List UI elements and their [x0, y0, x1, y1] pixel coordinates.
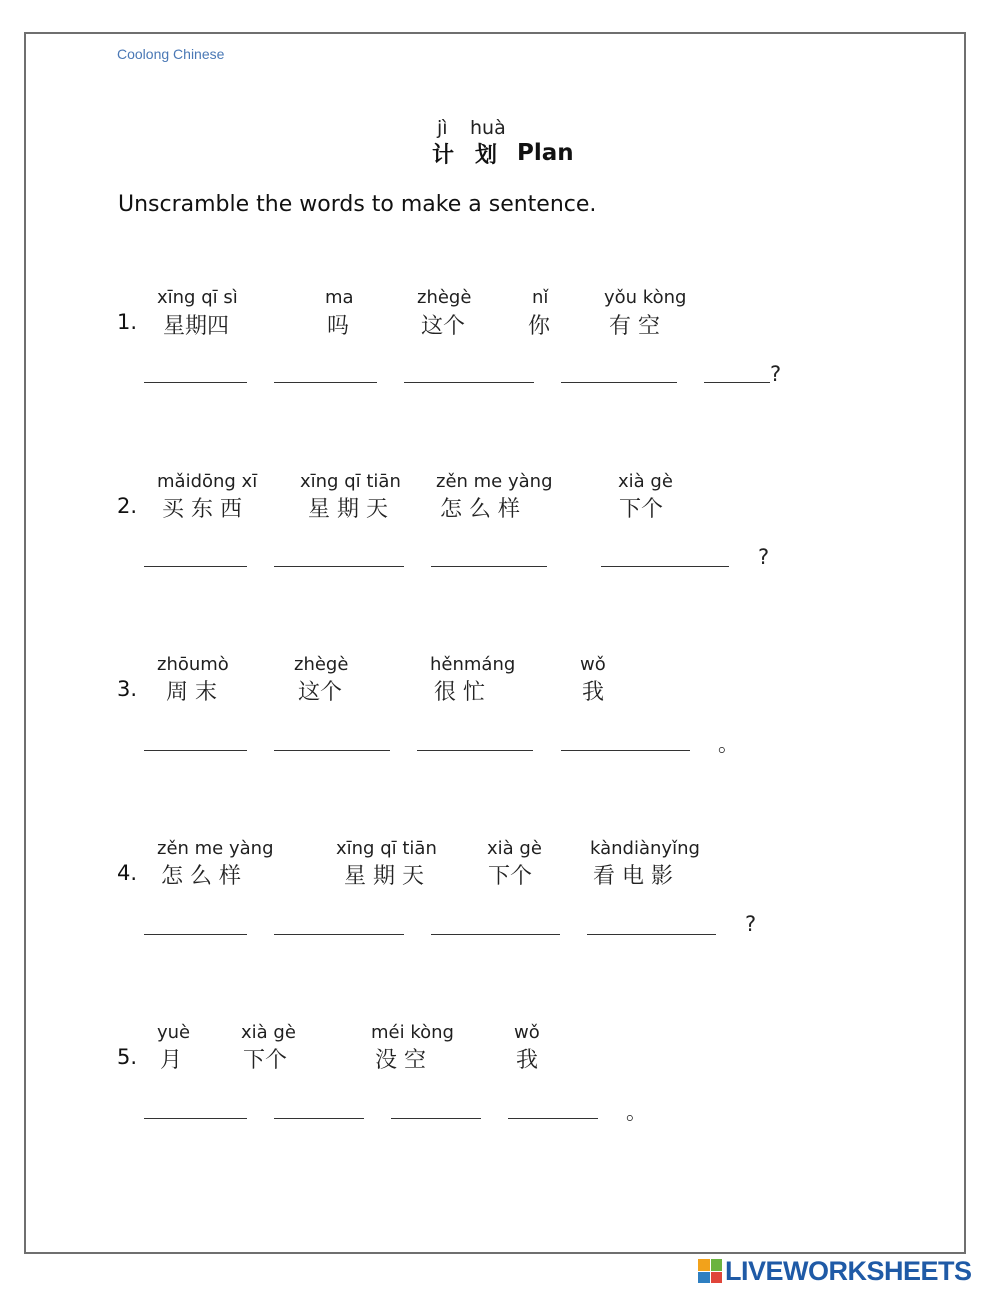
sentence-punctuation: ?	[745, 912, 757, 936]
word-pinyin: wǒ	[580, 654, 606, 675]
title-hanzi-1: 计	[432, 143, 455, 168]
word-pinyin: wǒ	[514, 1022, 540, 1043]
word-pinyin: zěn me yàng	[157, 838, 274, 859]
answer-blank[interactable]	[404, 382, 534, 383]
word-pinyin: zhègè	[417, 287, 472, 308]
liveworksheets-logo-icon	[698, 1259, 722, 1283]
answer-blank[interactable]	[144, 750, 247, 751]
answer-blank[interactable]	[601, 566, 729, 567]
liveworksheets-logo	[698, 1257, 972, 1285]
answer-blank[interactable]	[391, 1118, 481, 1119]
word-hanzi: 吗	[327, 314, 350, 339]
answer-blank[interactable]	[561, 750, 690, 751]
word-pinyin: xià gè	[487, 838, 542, 859]
sentence-punctuation: ?	[758, 545, 770, 569]
answer-blank[interactable]	[561, 382, 677, 383]
title-hanzi-2: 划	[475, 143, 498, 168]
word-hanzi: 下个	[619, 497, 664, 522]
word-pinyin: xià gè	[241, 1022, 296, 1043]
sentence-punctuation: 。	[718, 732, 739, 756]
brand-label: Coolong Chinese	[117, 46, 225, 62]
question-number: 4.	[117, 861, 138, 885]
word-pinyin: zěn me yàng	[436, 471, 553, 492]
word-pinyin: hěnmáng	[430, 654, 516, 675]
word-hanzi: 怎 么 样	[440, 497, 520, 522]
word-pinyin: yuè	[157, 1022, 191, 1043]
word-hanzi: 这个	[421, 314, 466, 339]
instruction-text: Unscramble the words to make a sentence.	[118, 192, 597, 217]
word-hanzi: 没 空	[375, 1048, 426, 1073]
word-hanzi: 怎 么 样	[161, 864, 241, 889]
word-hanzi: 你	[528, 314, 551, 339]
word-pinyin: xīng qī sì	[157, 287, 238, 308]
answer-blank[interactable]	[508, 1118, 598, 1119]
question-number: 2.	[117, 494, 138, 518]
answer-blank[interactable]	[144, 566, 247, 567]
word-hanzi: 我	[582, 680, 605, 705]
word-pinyin: xīng qī tiān	[300, 471, 401, 492]
word-pinyin: xià gè	[618, 471, 673, 492]
sentence-punctuation: ?	[770, 362, 782, 386]
answer-blank[interactable]	[417, 750, 533, 751]
word-pinyin: zhōumò	[157, 654, 229, 675]
word-hanzi: 有 空	[609, 314, 660, 339]
sentence-punctuation: 。	[626, 1100, 647, 1124]
answer-blank[interactable]	[144, 1118, 247, 1119]
answer-blank[interactable]	[704, 382, 770, 383]
word-hanzi: 下个	[488, 864, 533, 889]
page-title: Plan	[517, 140, 574, 166]
answer-blank[interactable]	[431, 566, 547, 567]
answer-blank[interactable]	[274, 382, 377, 383]
title-pinyin-1: jì	[437, 117, 448, 139]
word-hanzi: 看 电 影	[593, 864, 673, 889]
title-pinyin-2: huà	[470, 117, 506, 139]
answer-blank[interactable]	[274, 566, 404, 567]
word-pinyin: méi kòng	[371, 1022, 454, 1043]
word-hanzi: 买 东 西	[162, 497, 242, 522]
word-pinyin: mǎidōng xī	[157, 471, 258, 492]
answer-blank[interactable]	[144, 934, 247, 935]
question-number: 1.	[117, 310, 138, 334]
answer-blank[interactable]	[274, 750, 390, 751]
question-number: 5.	[117, 1045, 138, 1069]
logo-text: LIVEWORKSHEETS	[725, 1255, 972, 1286]
word-hanzi: 星 期 天	[344, 864, 424, 889]
answer-blank[interactable]	[274, 934, 404, 935]
answer-blank[interactable]	[144, 382, 247, 383]
word-hanzi: 我	[516, 1048, 539, 1073]
answer-blank[interactable]	[587, 934, 716, 935]
word-pinyin: ma	[325, 287, 354, 308]
word-hanzi: 月	[160, 1048, 183, 1073]
word-hanzi: 周 末	[166, 680, 217, 705]
word-hanzi: 星期四	[163, 314, 230, 339]
answer-blank[interactable]	[431, 934, 560, 935]
word-pinyin: zhègè	[294, 654, 349, 675]
word-pinyin: kàndiànyǐng	[590, 838, 700, 859]
word-pinyin: nǐ	[532, 287, 549, 308]
word-pinyin: xīng qī tiān	[336, 838, 437, 859]
word-hanzi: 很 忙	[434, 680, 485, 705]
word-hanzi: 这个	[298, 680, 343, 705]
question-number: 3.	[117, 677, 138, 701]
answer-blank[interactable]	[274, 1118, 364, 1119]
word-pinyin: yǒu kòng	[604, 287, 687, 308]
word-hanzi: 下个	[243, 1048, 288, 1073]
word-hanzi: 星 期 天	[308, 497, 388, 522]
